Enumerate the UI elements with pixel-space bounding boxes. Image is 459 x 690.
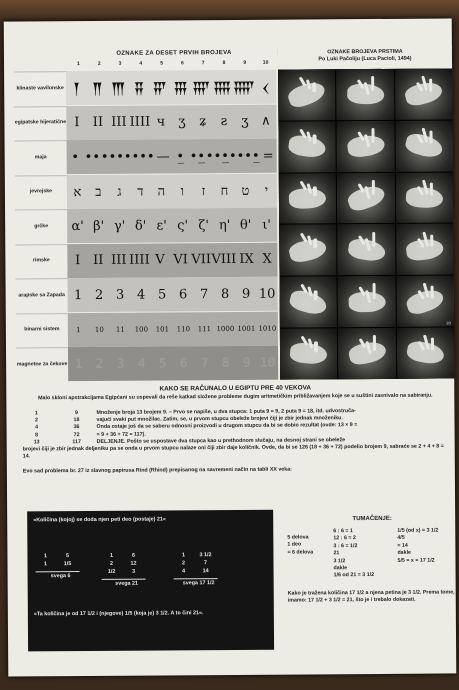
numeral-cell: •••• bbox=[123, 149, 155, 165]
interp-left bbox=[287, 534, 327, 580]
board-number: 7 bbox=[203, 560, 208, 567]
interp-line: 12 : 6 = 2 bbox=[333, 535, 356, 542]
numeral-cell: β' bbox=[93, 218, 105, 234]
numeral-cell: ••••̲ bbox=[228, 148, 260, 164]
hand-photo bbox=[338, 276, 396, 327]
numeral-cell: IIII bbox=[129, 252, 150, 268]
board-number: 4 bbox=[182, 568, 186, 575]
numeral-cell: 5 bbox=[158, 355, 167, 371]
finger-shape bbox=[372, 283, 376, 298]
hands-subtitle: Po Luki Pačoliju (Luca Pacioli, 1494) bbox=[318, 55, 412, 63]
hand-number: 20 bbox=[446, 320, 451, 326]
numeral-cell: 10 bbox=[258, 286, 276, 302]
numeral-cell: 111 bbox=[197, 324, 212, 333]
numeral-cell: 1010 bbox=[258, 324, 277, 333]
numeral-cell: V bbox=[155, 252, 165, 268]
row-cells bbox=[66, 104, 276, 139]
numeral-cell: ג bbox=[117, 184, 122, 200]
numeral-cell: 110 bbox=[176, 324, 191, 333]
numeral-cell: ז bbox=[201, 183, 206, 199]
numeral-cell: 𒐝 bbox=[232, 81, 256, 97]
numeral-cell: ʑ bbox=[199, 114, 207, 130]
section-heading: KAKO SE RAČUNALO U EGIPTU PRE 40 VEKOVA bbox=[159, 384, 312, 393]
table-row bbox=[15, 173, 277, 209]
finger-shape bbox=[430, 234, 434, 247]
hand-photo bbox=[278, 69, 336, 120]
numeral-cell: ч bbox=[156, 114, 166, 130]
numeral-cell: 9 bbox=[241, 286, 251, 302]
interp-right bbox=[397, 527, 457, 579]
numeral-cell: I bbox=[75, 253, 81, 269]
numeral-cell: 1000 bbox=[216, 324, 235, 333]
board-question: »Količina (kojoj) se doda njen peti deo (postaje) 21« bbox=[33, 516, 166, 524]
finger-shape bbox=[431, 286, 435, 299]
numeral-cell: γ' bbox=[113, 218, 126, 234]
interp-line: 3 : 6 = 1/2 bbox=[333, 542, 358, 550]
interp-line: = 6 delova bbox=[287, 549, 314, 556]
numeral-cell: II bbox=[92, 114, 104, 130]
numeral-cell: 101 bbox=[155, 324, 170, 334]
numeral-cell: III bbox=[111, 114, 127, 130]
column-number: 9 bbox=[243, 59, 247, 66]
numeral-cell: ח bbox=[220, 183, 229, 199]
numeral-table bbox=[14, 50, 278, 382]
finger-shape bbox=[430, 131, 434, 144]
numeral-cell: — bbox=[156, 148, 170, 165]
board-answer: »Ta količina je od 17 1/2 i (njegove) 1/5 (koja je) 3 1/2. A to čini 21«. bbox=[33, 610, 204, 618]
mult-a: 8 bbox=[35, 431, 39, 438]
numeral-cell: 3 bbox=[116, 356, 125, 372]
hand-photo bbox=[338, 328, 396, 379]
interpretation-heading: TUMAČENJE: bbox=[352, 515, 392, 523]
mult-a: 1 bbox=[34, 410, 38, 417]
row-label: klinaste vavilonske bbox=[14, 71, 66, 105]
mult-b: 18 bbox=[73, 417, 80, 424]
row-label: rimske bbox=[15, 244, 67, 278]
row-label: binarni sistem bbox=[16, 313, 68, 347]
column-number: 2 bbox=[97, 60, 101, 67]
mult-text: Onda ostaje još da se saberu odnosni proizvodi u drugom stupcu da bi se dobio rezultat (ovde: 13 × 9 = bbox=[96, 422, 358, 431]
board-number: 5 bbox=[65, 553, 69, 560]
interp-line: 21 bbox=[333, 550, 340, 557]
board-total: svega 6 bbox=[50, 573, 71, 580]
division-text: brojevi čiji je zbir jednak deljeniku pa se onda u prvom stupcu nalaze oni čiji zbir daje količnik. Ovde, da bi se 126 (18 + 36 + 72) podelio brojem 9, sabraće se 2 + 4 + 8 = 14. bbox=[22, 443, 444, 460]
hand-photo bbox=[278, 121, 336, 172]
row-cells bbox=[67, 173, 277, 208]
numeral-cell: ב bbox=[95, 184, 102, 200]
mult-a: 13 bbox=[33, 439, 40, 446]
column-number: 1 bbox=[76, 61, 80, 68]
numeral-cell: 9 bbox=[242, 355, 251, 371]
numeral-cell: 1001 bbox=[237, 324, 256, 333]
numeral-cell: IIII bbox=[129, 114, 151, 130]
numeral-cell: II bbox=[93, 252, 104, 268]
numeral-cell: X bbox=[262, 251, 272, 267]
numeral-cell: 𒐚 bbox=[173, 82, 189, 98]
board-number: 1 bbox=[43, 561, 48, 568]
numeral-cell: 4 bbox=[136, 287, 146, 303]
numeral-cell: 6 bbox=[179, 355, 188, 371]
interpretation bbox=[287, 515, 458, 604]
numeral-cell: ʒ bbox=[241, 113, 249, 129]
hand-photo bbox=[397, 328, 455, 379]
mult-b: 72 bbox=[73, 431, 80, 438]
interp-line: dakle bbox=[333, 565, 348, 572]
column-number: 8 bbox=[222, 60, 226, 67]
finger-shape bbox=[430, 182, 434, 195]
rhind-intro: Evo sad problema br. 27 iz slavnog papirusa Rind (Rhind) prepisanog na savremeni način na tabli XX veka: bbox=[22, 466, 292, 475]
table-row bbox=[16, 346, 278, 382]
numeral-cell: י bbox=[264, 183, 269, 199]
numeral-cell: ζ' bbox=[198, 217, 210, 233]
hand-photo bbox=[396, 276, 454, 327]
board-number: 3 1/2 bbox=[199, 552, 212, 559]
board-number: 2 bbox=[181, 560, 186, 567]
numeral-cell: א bbox=[73, 184, 82, 200]
table-row bbox=[15, 139, 277, 175]
interp-mid bbox=[333, 528, 391, 580]
numeral-cell: 8 bbox=[221, 355, 230, 371]
finger-shape bbox=[314, 238, 318, 248]
table-row bbox=[14, 70, 276, 106]
column-number: 7 bbox=[201, 60, 205, 67]
numeral-cell: 𒐛 bbox=[191, 82, 211, 98]
hand-photo bbox=[337, 121, 395, 172]
numeral-cell: 𒐕 bbox=[72, 83, 81, 99]
numeral-cell: δ' bbox=[134, 218, 147, 234]
column-number: 3 bbox=[118, 60, 122, 67]
numeral-cell: 7 bbox=[199, 286, 209, 302]
column-number: 10 bbox=[262, 59, 269, 66]
numeral-cell: VI bbox=[173, 252, 188, 268]
row-cells bbox=[67, 242, 277, 277]
board-number: 1 bbox=[109, 552, 113, 559]
numeral-cell: 2 bbox=[95, 356, 104, 372]
row-cells bbox=[68, 277, 278, 312]
row-cells bbox=[68, 311, 278, 346]
numeral-cell: IX bbox=[239, 251, 254, 267]
interp-line: 4/5 bbox=[397, 535, 405, 542]
interp-line: 6 : 6 = 1 bbox=[333, 528, 353, 535]
interp-line: dakle bbox=[397, 549, 412, 557]
mult-text: DELJENJE. Pošto se uspostave dva stupca kao u prethodnom slučaju, na desnoj strani se obeleže bbox=[96, 436, 346, 445]
numeral-cell: ה bbox=[157, 183, 166, 200]
numeral-cell: 8 bbox=[220, 286, 230, 302]
numeral-cell: = bbox=[262, 148, 274, 164]
board-number: 2 bbox=[109, 560, 114, 567]
numeral-cell: 5 bbox=[157, 286, 167, 303]
board-total: svega 21 bbox=[115, 580, 139, 587]
numeral-cell: VII bbox=[191, 252, 212, 268]
finger-shape bbox=[372, 180, 376, 195]
numeral-cell: •• bbox=[84, 149, 101, 165]
numeral-cell: 𒌋 bbox=[261, 81, 270, 97]
row-cells bbox=[66, 70, 276, 105]
numeral-cell: 6 bbox=[178, 286, 188, 302]
row-label: arapske sa Zapada bbox=[16, 278, 68, 312]
interp-line: 3 1/2 bbox=[333, 557, 346, 564]
numeral-cell: α' bbox=[71, 218, 84, 234]
finger-numbers-panel bbox=[278, 48, 454, 379]
blackboard bbox=[27, 510, 274, 652]
hands-title: OZNAKE BROJEVA PRSTIMA bbox=[327, 48, 403, 56]
numeral-cell: 1 bbox=[74, 356, 83, 372]
numeral-cell: θ' bbox=[239, 217, 252, 233]
numeral-cell: ε' bbox=[156, 217, 167, 234]
hand-photo bbox=[279, 173, 337, 224]
numeral-cell: ט bbox=[241, 183, 250, 199]
numeral-cell: I bbox=[74, 115, 80, 131]
interp-line: 5/5 = x = 17 1/2 bbox=[397, 557, 435, 564]
hand-photo bbox=[396, 224, 454, 275]
table-row bbox=[16, 277, 278, 313]
hand-photo bbox=[280, 277, 338, 328]
row-label: magnetne za čekove bbox=[16, 347, 68, 381]
numeral-cell: 2 bbox=[94, 287, 104, 303]
column-number: 5 bbox=[160, 60, 164, 67]
numeral-cell: III bbox=[111, 252, 127, 268]
numeral-cell: 1 bbox=[76, 325, 81, 334]
hand-photo bbox=[337, 224, 395, 275]
numeral-cell: • bbox=[71, 149, 80, 165]
mult-a: 4 bbox=[35, 424, 39, 431]
finger-shape bbox=[429, 79, 433, 92]
finger-shape bbox=[373, 335, 377, 350]
hand-photo bbox=[336, 69, 394, 120]
numeral-cell: 𒐙 bbox=[152, 82, 168, 98]
numeral-cell: VIII bbox=[211, 251, 237, 268]
numeral-cell: 7 bbox=[200, 355, 209, 371]
numeral-cell: ד bbox=[137, 184, 144, 200]
finger-shape bbox=[313, 186, 317, 196]
mult-b: 9 bbox=[74, 410, 78, 417]
board-number: 14 bbox=[202, 568, 209, 575]
finger-shape bbox=[313, 134, 317, 144]
numeral-cell: 3 bbox=[115, 287, 125, 303]
table-row bbox=[14, 104, 276, 140]
row-label: grčke bbox=[15, 209, 67, 243]
hand-photo bbox=[395, 68, 453, 119]
board-number: 1 bbox=[181, 552, 185, 559]
row-label: maja bbox=[15, 140, 67, 174]
interp-line: 1/5 (od x) = 3 1/2 bbox=[397, 527, 439, 534]
board-total: svega 17 1/2 bbox=[182, 580, 215, 587]
finger-shape bbox=[431, 338, 435, 351]
hands-title-block bbox=[278, 46, 452, 69]
hand-photo bbox=[280, 328, 338, 379]
column-number: 4 bbox=[139, 60, 143, 67]
finger-shape bbox=[371, 128, 375, 143]
column-header bbox=[68, 60, 276, 69]
numeral-cell: ƨ bbox=[220, 114, 228, 130]
numeral-cell: 10 bbox=[94, 325, 104, 334]
numeral-cell: 𒐖 bbox=[91, 82, 104, 98]
interp-line: 5 delova bbox=[287, 534, 309, 541]
intro-text: Malo skloni apstrakcijama Egipćani su uspevali da reše katkad složene probleme dugim aritmetičkim približavanjem koje se u suštini zasnivalo na sabiranju. bbox=[38, 392, 433, 402]
book-page bbox=[4, 18, 457, 676]
numeral-cell: 100 bbox=[134, 325, 149, 334]
table-row bbox=[15, 208, 277, 244]
mult-text: = 9 + 36 + 72 = 117). bbox=[96, 431, 146, 438]
mult-text: Množenje broja 13 brojem 9. – Prvo se napiše, u dva stupca: 1 puta 9 = 9, 2 puta 9 = 18, itd. udvostruča- bbox=[96, 408, 356, 417]
interp-conclusion: Kako je tražena količina 17 1/2 a njena petina je 3 1/2. Prema tome, imamo: 17 1/2 + 3 1/2 = 21, što je i trebalo dokazati. bbox=[287, 589, 455, 604]
interp-line: 1/6 od 21 = 3 1/2 bbox=[333, 572, 375, 579]
column-number: 6 bbox=[180, 60, 184, 67]
numeral-cell: 𒐜 bbox=[212, 81, 232, 98]
finger-shape bbox=[314, 342, 318, 352]
row-label: jevrejske bbox=[15, 175, 67, 209]
numeral-cell: ς' bbox=[177, 217, 189, 233]
row-cells bbox=[68, 346, 278, 381]
board-number: 1 bbox=[43, 553, 47, 560]
mult-text: vajući svaki put množilac. Zatim, se, u prvom stupcu obeleže brojevi čiji je zbir jednak množeniku. bbox=[96, 415, 343, 424]
numeral-cell: ••̲ bbox=[189, 148, 206, 164]
numeral-cell: 11 bbox=[115, 325, 125, 334]
hands-grid bbox=[278, 68, 454, 379]
hand-photo bbox=[395, 120, 453, 171]
finger-shape bbox=[371, 76, 375, 91]
multiplication-table bbox=[16, 408, 454, 447]
numeral-cell: ι' bbox=[262, 217, 272, 233]
numeral-cell: ʒ bbox=[178, 114, 186, 130]
board-number: 3 bbox=[132, 568, 136, 575]
hand-photo bbox=[279, 225, 337, 276]
row-cells bbox=[67, 139, 277, 174]
interp-line: = 14 bbox=[397, 542, 408, 549]
mult-a: 2 bbox=[35, 417, 38, 424]
numeral-cell: 10 bbox=[259, 355, 276, 371]
numeral-cell: ••• bbox=[100, 149, 124, 165]
numeral-cell: 1 bbox=[73, 287, 83, 303]
table-row bbox=[15, 242, 277, 278]
row-label: egipatske hijeratične bbox=[14, 106, 66, 140]
numeral-cell: ∧ bbox=[261, 113, 271, 129]
numeral-cell: 4 bbox=[137, 356, 146, 372]
mult-b: 117 bbox=[72, 438, 81, 445]
mult-b: 36 bbox=[73, 424, 80, 431]
board-number: 1/5 bbox=[63, 561, 72, 568]
table-row bbox=[16, 311, 278, 347]
finger-shape bbox=[313, 83, 317, 93]
interp-line: 1 deo bbox=[287, 541, 302, 549]
numeral-cell: 𒐘 bbox=[133, 82, 145, 98]
hand-photo bbox=[337, 173, 395, 224]
numeral-cell: •••̲ bbox=[205, 148, 229, 164]
finger-shape bbox=[314, 290, 318, 300]
row-cells bbox=[67, 208, 277, 243]
table-title: OZNAKE ZA DESET PRVIH BROJEVA bbox=[116, 49, 232, 57]
finger-shape bbox=[372, 232, 376, 247]
egypt-section bbox=[16, 383, 455, 475]
numeral-cell: •̲ bbox=[176, 148, 185, 164]
board-number: 12 bbox=[130, 560, 137, 567]
board-number: 1/2 bbox=[107, 568, 116, 575]
numeral-cell: η' bbox=[218, 217, 231, 233]
numeral-cell: ו bbox=[180, 183, 185, 199]
hand-photo bbox=[395, 172, 453, 223]
board-number: 6 bbox=[131, 552, 135, 559]
numeral-cell: 𒐗 bbox=[110, 82, 126, 98]
